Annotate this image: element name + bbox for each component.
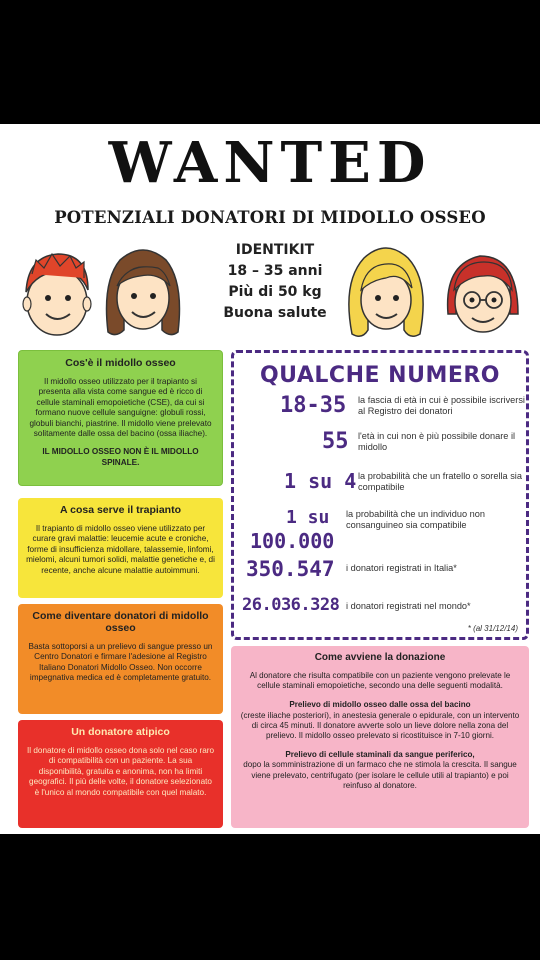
number-description: i donatori registrati in Italia* [346,563,457,573]
box-atypical-donor [18,720,223,828]
box-title: Cos'è il midollo osseo [65,357,176,369]
number-value: 26.036.328 [242,595,340,615]
identikit-health: Buona salute [223,305,327,321]
number-row [242,429,526,463]
wanted-title: WANTED [108,130,432,196]
box-title: Come avviene la donazione [314,652,446,663]
identikit-heading: IDENTIKIT [235,242,315,258]
box-title: Come diventare donatori di midollo osseo [32,610,209,634]
number-description: i donatori registrati nel mondo* [346,601,471,611]
numbers-footnote: * (al 31/12/14) [467,624,518,633]
identikit-age: 18 – 35 anni [227,263,323,279]
box-some-numbers [231,350,529,640]
brown-haired-girl-face-icon [100,242,186,342]
red-haired-boy-face-icon [18,244,96,340]
box-text: Il trapianto di midollo osseo viene utilizzato per curare gravi malattie: leucemie acute e croniche, forme di insufficienza midollare, talassemie, linfomi, mielomi, alcuni tumori solidi, malattie genetiche e, di recente, anche alcune malattie autoimmuni. [26,524,215,575]
number-value: 350.547 [246,557,335,581]
blonde-girl-face-icon [342,242,430,342]
box-text: Il midollo osseo utilizzato per il trapianto si presenta alla vista come sangue ed è ricco di cellule staminali emopoietiche (CSE), da cui si formano nuove cellule sanguigne: globuli rossi, globuli bianchi, piastrine. Il midollo viene prelevato solitamente dalle ossa del bacino (ossa iliache). [29,377,212,439]
number-value: 1 su 4 [284,469,357,493]
box-intro: Al donatore che risulta compatibile con un paziente vengono prelevate le cellule staminali emopoietiche, secondo una delle seguenti modalità. [249,671,511,691]
box-subheading: Prelievo di cellule staminali da sangue periferico, [285,750,475,760]
number-description: la fascia di età in cui è possibile iscriversi al Registro dei donatori [358,395,525,416]
box-transplant-purpose [18,498,223,598]
number-value: 18-35 [280,393,347,418]
box-title: A cosa serve il trapianto [60,504,181,516]
number-value-continued: 100.000 [250,529,335,553]
number-value: 1 su [286,507,330,528]
box-subheading: Prelievo di midollo osseo dalle ossa del bacino [289,700,471,710]
poster-subtitle: POTENZIALI DONATORI DI MIDOLLO OSSEO [54,208,486,227]
number-row [242,507,526,551]
number-description: la probabilità che un individuo non consanguineo sia compatibile [346,509,485,530]
number-description: la probabilità che un fratello o sorella sia compatibile [358,471,522,492]
numbers-title: QUALCHE NUMERO [259,363,501,388]
number-description: l'età in cui non è più possibile donare il midollo [358,431,516,452]
red-haired-girl-with-glasses-face-icon [440,244,526,340]
box-text: dopo la somministrazione di un farmaco che ne stimola la crescita. Il sangue viene prelevato, centrifugato (per isolare le cellule utili al trapianto) e poi reinfuso al donatore. [243,760,517,790]
number-row [242,393,526,427]
box-what-is-bone-marrow [18,350,223,486]
number-row [242,557,526,591]
box-how-to-become-donor [18,604,223,714]
box-text: Basta sottoporsi a un prelievo di sangue presso un Centro Donatori e firmare l'adesione al Registro Italiano Donatori Midollo Osseo. Non occorre impegnativa medica ed è completamente gratuito. [28,642,213,683]
box-strong-text: IL MIDOLLO OSSEO NON È IL MIDOLLO SPINALE. [42,447,199,467]
poster [0,124,540,834]
box-title: Un donatore atipico [71,726,170,738]
identikit [200,240,350,324]
box-text: (creste iliache posteriori), in anestesia generale o epidurale, con un intervento di circa 45 minuti. Il donatore avverte solo un lieve dolore nella zona del prelievo. Il midollo osseo prelevato si ricostituisce in 7-10 giorni. [240,710,520,741]
box-how-donation-works [231,646,529,828]
number-value: 55 [322,429,349,454]
identikit-weight: Più di 50 kg [228,284,322,300]
number-row [242,469,526,503]
box-text: Il donatore di midollo osseo dona solo nel caso raro di compatibilità con un paziente. La sua disponibilità, gratuita e anonima, non ha limiti geografici. Il più delle volte, il donatore selezionato è l'unico al mondo compatibile con quel malato. [26,746,215,797]
